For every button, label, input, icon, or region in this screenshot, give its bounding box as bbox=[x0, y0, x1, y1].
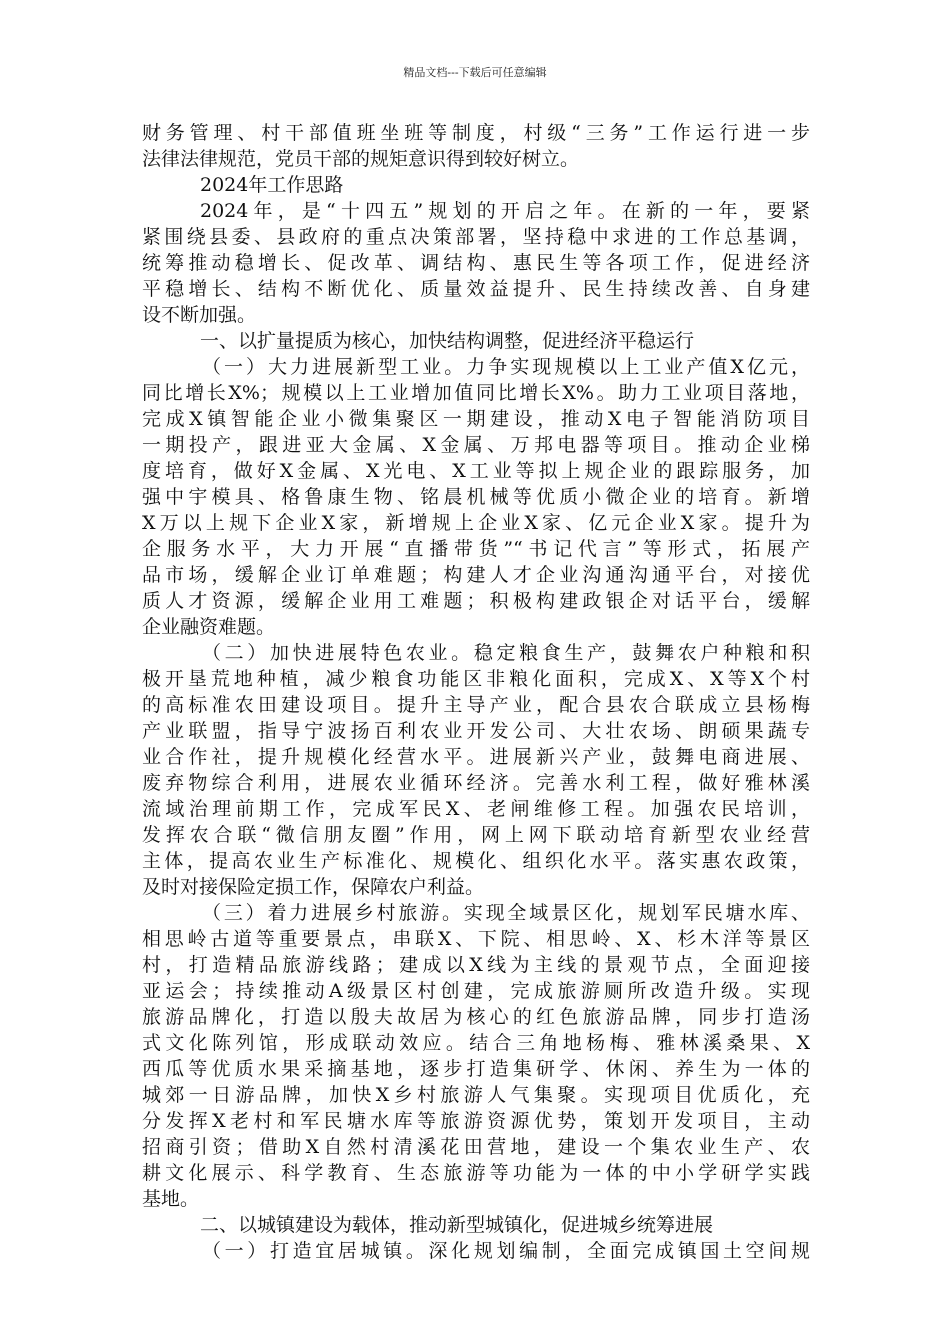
text-line: 度培育，做好X金属、X光电、X工业等拟上规企业的跟踪服务，加 bbox=[142, 460, 810, 482]
text-line: 完成X镇智能企业小微集聚区一期建设，推动X电子智能消防项目 bbox=[142, 408, 810, 430]
text-line: 质人才资源，缓解企业用工难题；积极构建政银企对话平台，缓解 bbox=[142, 590, 810, 612]
document-body bbox=[142, 120, 810, 1264]
text-line: 流域治理前期工作，完成军民X、老闸维修工程。加强农民培训， bbox=[142, 798, 810, 820]
text-line: 2024年，是“十四五”规划的开启之年。在新的一年，要紧 bbox=[200, 200, 810, 222]
text-line: 分发挥X老村和军民塘水库等旅游资源优势，策划开发项目，主动 bbox=[142, 1110, 810, 1132]
text-line: 的高标准农田建设项目。提升主导产业，配合县农合联成立县杨梅 bbox=[142, 694, 810, 716]
text-line: 业合作社，提升规模化经营水平。进展新兴产业，鼓舞电商进展、 bbox=[142, 746, 810, 768]
text-line: 一、以扩量提质为核心，加快结构调整，促进经济平稳运行 bbox=[200, 330, 695, 352]
page-header: 精品文档---下载后可任意编辑 bbox=[403, 66, 547, 79]
text-line: 相思岭古道等重要景点，串联X、下院、相思岭、X、杉木洋等景区 bbox=[142, 928, 810, 950]
text-line: 紧围绕县委、县政府的重点决策部署，坚持稳中求进的工作总基调， bbox=[142, 226, 810, 248]
text-line: （三）着力进展乡村旅游。实现全域景区化，规划军民塘水库、 bbox=[202, 902, 810, 924]
text-line: 招商引资；借助X自然村清溪花田营地，建设一个集农业生产、农 bbox=[142, 1136, 810, 1158]
text-line: 二、以城镇建设为载体，推动新型城镇化，促进城乡统筹进展 bbox=[200, 1214, 714, 1236]
text-line: 统筹推动稳增长、促改革、调结构、惠民生等各项工作，促进经济 bbox=[142, 252, 810, 274]
text-line: 财务管理、村干部值班坐班等制度，村级“三务”工作运行进一步 bbox=[142, 122, 810, 144]
text-line: 企服务水平，大力开展“直播带货”“书记代言”等形式，拓展产 bbox=[142, 538, 810, 560]
text-line: 强中宇模具、格鲁康生物、铭晨机械等优质小微企业的培育。新增 bbox=[142, 486, 810, 508]
text-line: 城郊一日游品牌，加快X乡村旅游人气集聚。实现项目优质化，充 bbox=[142, 1084, 810, 1106]
text-line: 耕文化展示、科学教育、生态旅游等功能为一体的中小学研学实践 bbox=[142, 1162, 810, 1184]
text-line: 产业联盟，指导宁波扬百利农业开发公司、大壮农场、朗硕果蔬专 bbox=[142, 720, 810, 742]
text-line: 极开垦荒地种植，减少粮食功能区非粮化面积，完成X、X等X个村 bbox=[142, 668, 810, 690]
text-line: 村，打造精品旅游线路；建成以X线为主线的景观节点，全面迎接 bbox=[142, 954, 810, 976]
text-line: 同比增长X%；规模以上工业增加值同比增长X%。助力工业项目落地， bbox=[142, 382, 810, 404]
text-line: （一）打造宜居城镇。深化规划编制，全面完成镇国土空间规 bbox=[202, 1240, 810, 1262]
text-line: 及时对接保险定损工作，保障农户利益。 bbox=[142, 876, 485, 898]
text-line: 发挥农合联“微信朋友圈”作用，网上网下联动培育新型农业经营 bbox=[142, 824, 810, 846]
text-line: 式文化陈列馆，形成联动效应。结合三角地杨梅、雅林溪桑果、X bbox=[142, 1032, 810, 1054]
text-line: 基地。 bbox=[142, 1188, 200, 1210]
text-line: 品市场，缓解企业订单难题；构建人才企业沟通沟通平台，对接优 bbox=[142, 564, 810, 586]
text-line: 西瓜等优质水果采摘基地，逐步打造集研学、休闲、养生为一体的 bbox=[142, 1058, 810, 1080]
text-line: X万以上规下企业X家，新增规上企业X家、亿元企业X家。提升为 bbox=[142, 512, 810, 534]
text-line: 企业融资难题。 bbox=[142, 616, 276, 638]
text-line: 一期投产，跟进亚大金属、X金属、万邦电器等项目。推动企业梯 bbox=[142, 434, 810, 456]
text-line: 设不断加强。 bbox=[142, 304, 257, 326]
text-line: （一）大力进展新型工业。力争实现规模以上工业产值X亿元， bbox=[202, 356, 810, 378]
text-line: 法律法律规范，党员干部的规矩意识得到较好树立。 bbox=[142, 148, 580, 170]
text-line: 废弃物综合利用，进展农业循环经济。完善水利工程，做好雅林溪 bbox=[142, 772, 810, 794]
text-line: 平稳增长、结构不断优化、质量效益提升、民生持续改善、自身建 bbox=[142, 278, 810, 300]
text-line: 旅游品牌化，打造以殷夫故居为核心的红色旅游品牌，同步打造汤 bbox=[142, 1006, 810, 1028]
text-line: 亚运会；持续推动A级景区村创建，完成旅游厕所改造升级。实现 bbox=[142, 980, 810, 1002]
text-line: 2024年工作思路 bbox=[200, 174, 344, 196]
text-line: （二）加快进展特色农业。稳定粮食生产，鼓舞农户种粮和积 bbox=[202, 642, 810, 664]
text-line: 主体，提高农业生产标准化、规模化、组织化水平。落实惠农政策， bbox=[142, 850, 810, 872]
